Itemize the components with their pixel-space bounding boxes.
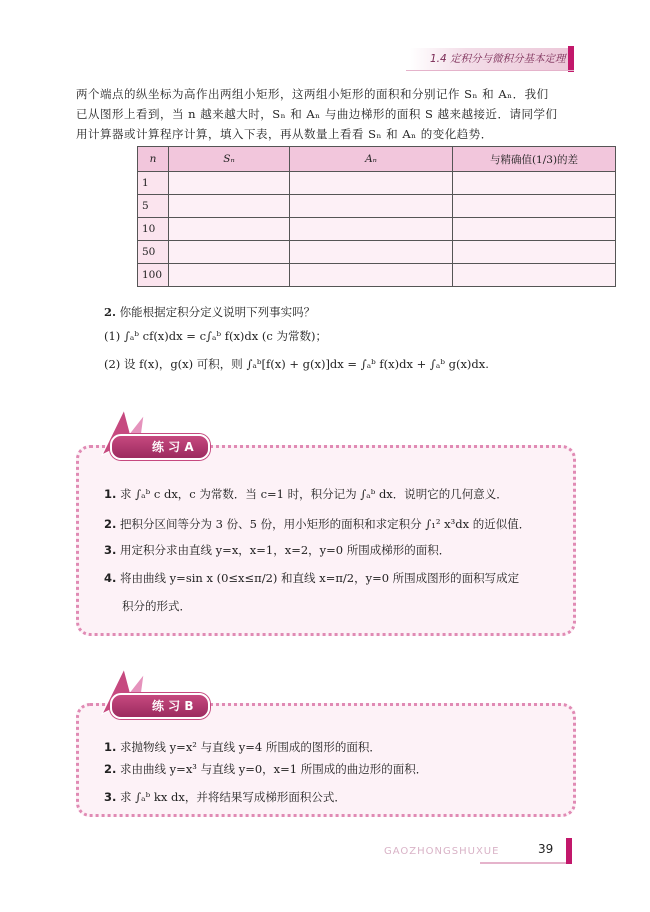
section-title: 1.4 定积分与微积分基本定理 <box>430 53 566 65</box>
header-divider <box>406 70 574 71</box>
table-row <box>138 264 616 287</box>
list-item: 2. 把积分区间等分为 3 份、5 份，用小矩形的面积和求定积分 ∫₁² x³dx 的近似值． <box>104 517 531 531</box>
row-n: 50 <box>138 241 169 264</box>
footer-brand: GAOZHONGSHUXUE <box>384 846 500 857</box>
question-text: 你能根据定积分定义说明下列事实吗？ <box>119 305 316 319</box>
exercise-b-title: 练 习 B <box>110 693 210 719</box>
exercise-b-list <box>104 736 427 808</box>
table-row <box>138 241 616 264</box>
question-item-2: (2) 设 f(x)，g(x) 可积，则 ∫ₐᵇ[f(x) + g(x)]dx = ∫ₐᵇ f(x)dx + ∫ₐᵇ g(x)dx. <box>104 357 489 371</box>
exercise-a-list <box>104 482 530 618</box>
list-item: 1. 求 ∫ₐᵇ c dx，c 为常数．当 c=1 时，积分记为 ∫ₐᵇ dx．说明它的几何意义． <box>104 487 508 501</box>
intro-line: 两个端点的纵坐标为高作出两组小矩形，这两组小矩形的面积和分别记作 Sₙ 和 Aₙ．我们 <box>76 87 549 101</box>
list-item: 4. 将由曲线 y=sin x (0≤x≤π/2) 和直线 x=π/2，y=0 所围成图形的面积写成定 <box>104 571 520 585</box>
row-n: 100 <box>138 264 169 287</box>
col-an: Aₙ <box>290 147 453 172</box>
row-n: 1 <box>138 172 169 195</box>
list-item: 3. 用定积分求由直线 y=x，x=1，x=2，y=0 所围成梯形的面积． <box>104 543 451 557</box>
list-item: 1. 求抛物线 y=x² 与直线 y=4 所围成的图形的面积． <box>104 740 381 754</box>
col-diff: 与精确值(1/3)的差 <box>453 147 616 172</box>
table-row <box>138 195 616 218</box>
row-n: 10 <box>138 218 169 241</box>
table-header-row <box>138 147 616 172</box>
question-2 <box>104 302 489 374</box>
results-table <box>137 146 616 287</box>
col-sn: Sₙ <box>169 147 290 172</box>
table-row <box>138 218 616 241</box>
row-n: 5 <box>138 195 169 218</box>
question-number: 2. <box>104 305 117 319</box>
page-number: 39 <box>538 842 554 856</box>
header-accent-bar <box>568 46 574 72</box>
intro-line: 用计算器或计算程序计算，填入下表，再从数量上看看 Sₙ 和 Aₙ 的变化趋势． <box>76 127 493 141</box>
col-n: n <box>138 147 169 172</box>
intro-paragraph <box>76 84 576 144</box>
list-item: 2. 求由曲线 y=x³ 与直线 y=0，x=1 所围成的曲边形的面积． <box>104 762 428 776</box>
footer-accent-bar <box>566 838 572 864</box>
intro-line: 已从图形上看到，当 n 越来越大时，Sₙ 和 Aₙ 与曲边梯形的面积 S 越来越接近．请同学们 <box>76 107 558 121</box>
question-item-1: (1) ∫ₐᵇ cf(x)dx = c∫ₐᵇ f(x)dx (c 为常数)； <box>104 329 327 343</box>
footer-divider <box>480 862 570 864</box>
table-row <box>138 172 616 195</box>
list-item: 积分的形式． <box>122 599 191 613</box>
exercise-a-title: 练 习 A <box>110 434 210 460</box>
list-item: 3. 求 ∫ₐᵇ kx dx，并将结果写成梯形面积公式． <box>104 790 346 804</box>
